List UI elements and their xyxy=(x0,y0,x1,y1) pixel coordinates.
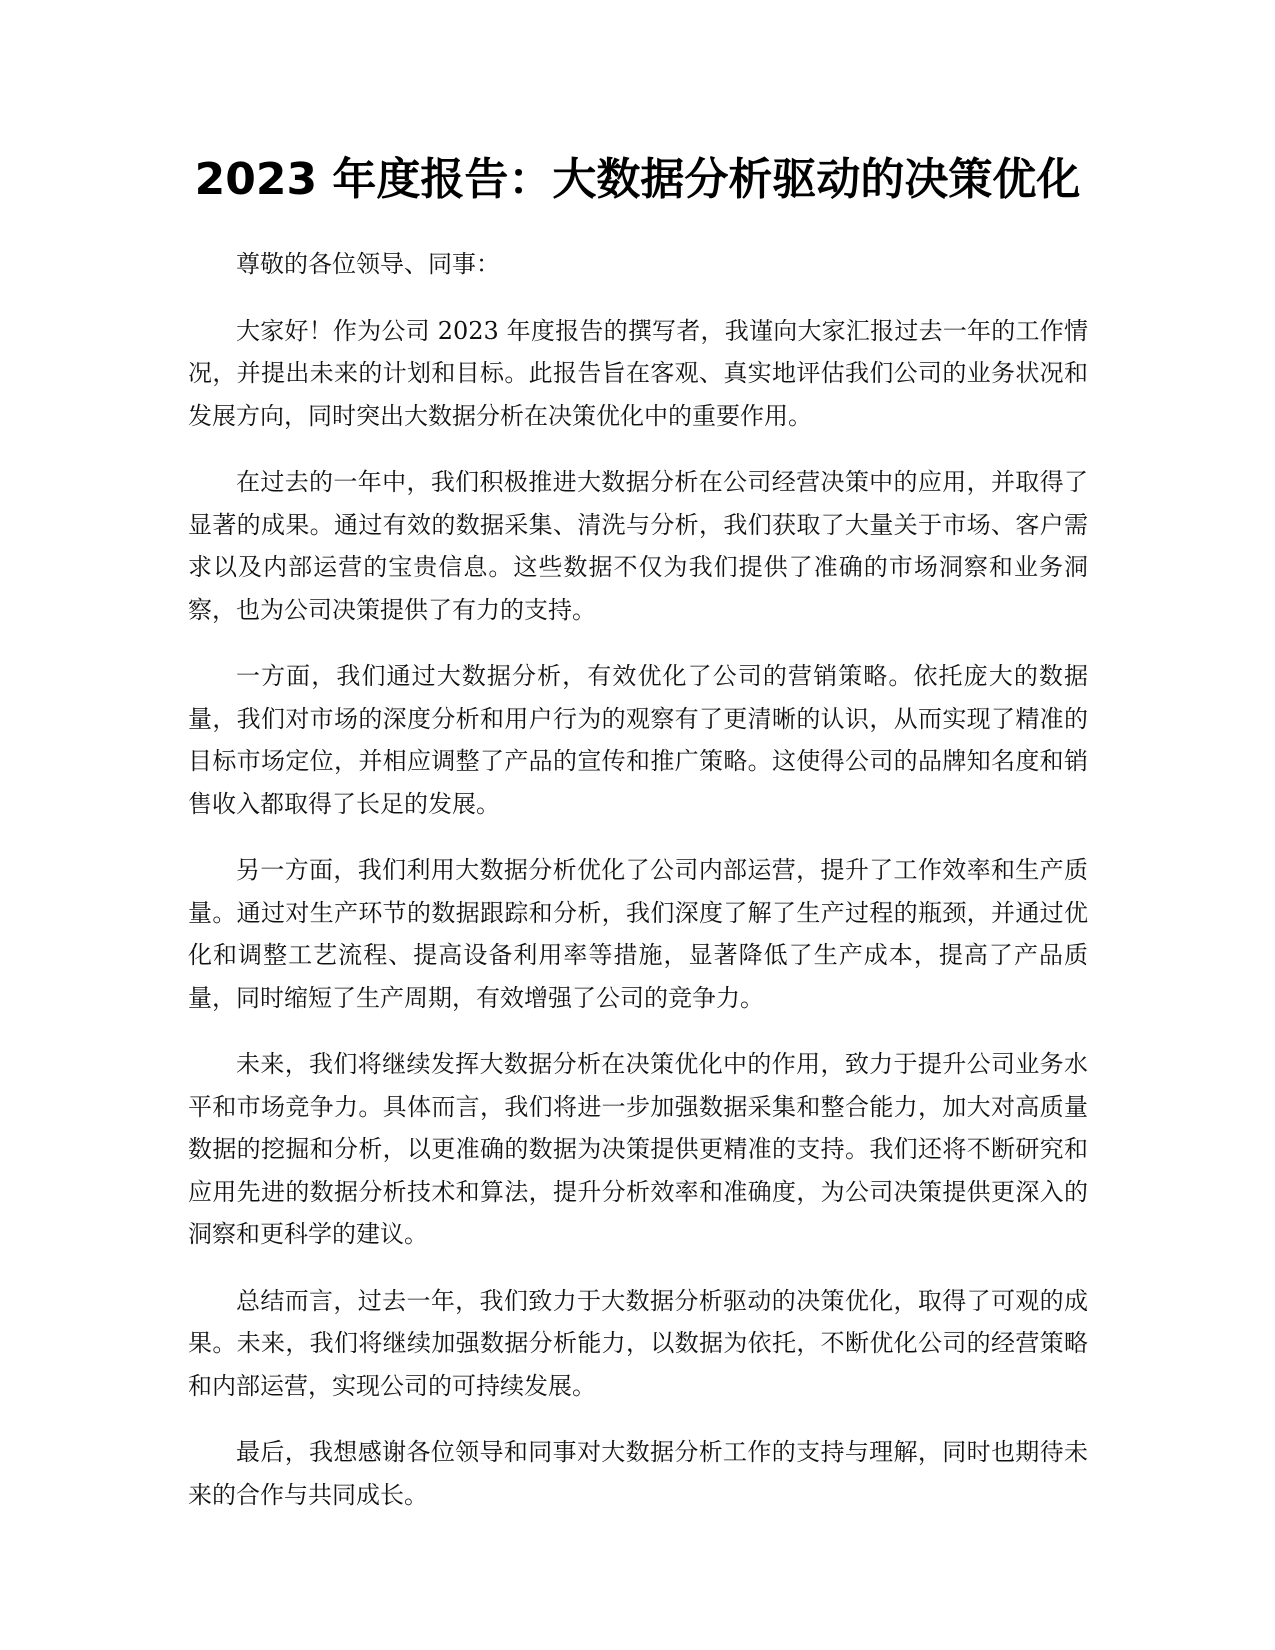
document-body xyxy=(188,243,1088,1540)
paragraph-operations: 另一方面，我们利用大数据分析优化了公司内部运营，提升了工作效率和生产质量。通过对生产环节的数据跟踪和分析，我们深度了解了生产过程的瓶颈，并通过优化和调整工艺流程、提高设备利用率等措施，显著降低了生产成本，提高了产品质量，同时缩短了生产周期，有效增强了公司的竞争力。 xyxy=(188,856,1088,1012)
paragraph-closing: 最后，我想感谢各位领导和同事对大数据分析工作的支持与理解，同时也期待未来的合作与共同成长。 xyxy=(188,1438,1088,1509)
paragraph-future: 未来，我们将继续发挥大数据分析在决策优化中的作用，致力于提升公司业务水平和市场竞争力。具体而言，我们将进一步加强数据采集和整合能力，加大对高质量数据的挖掘和分析，以更准确的数据为决策提供更精准的支持。我们还将不断研究和应用先进的数据分析技术和算法，提升分析效率和准确度，为公司决策提供更深入的洞察和更科学的建议。 xyxy=(188,1050,1088,1248)
paragraph-summary: 总结而言，过去一年，我们致力于大数据分析驱动的决策优化，取得了可观的成果。未来，我们将继续加强数据分析能力，以数据为依托，不断优化公司的经营策略和内部运营，实现公司的可持续发展。 xyxy=(188,1286,1088,1400)
paragraph-past-year: 在过去的一年中，我们积极推进大数据分析在公司经营决策中的应用，并取得了显著的成果。通过有效的数据采集、清洗与分析，我们获取了大量关于市场、客户需求以及内部运营的宝贵信息。这些数据不仅为我们提供了准确的市场洞察和业务洞察，也为公司决策提供了有力的支持。 xyxy=(188,468,1088,624)
document-title: 2023 年度报告：大数据分析驱动的决策优化 xyxy=(194,154,1081,205)
paragraph-intro: 大家好！作为公司 2023 年度报告的撰写者，我谨向大家汇报过去一年的工作情况，并提出未来的计划和目标。此报告旨在客观、真实地评估我们公司的业务状况和发展方向，同时突出大数据分析在决策优化中的重要作用。 xyxy=(188,316,1088,430)
paragraph-marketing: 一方面，我们通过大数据分析，有效优化了公司的营销策略。依托庞大的数据量，我们对市场的深度分析和用户行为的观察有了更清晰的认识，从而实现了精准的目标市场定位，并相应调整了产品的宣传和推广策略。这使得公司的品牌知名度和销售收入都取得了长足的发展。 xyxy=(188,662,1088,818)
paragraph-salutation: 尊敬的各位领导、同事： xyxy=(236,250,500,278)
